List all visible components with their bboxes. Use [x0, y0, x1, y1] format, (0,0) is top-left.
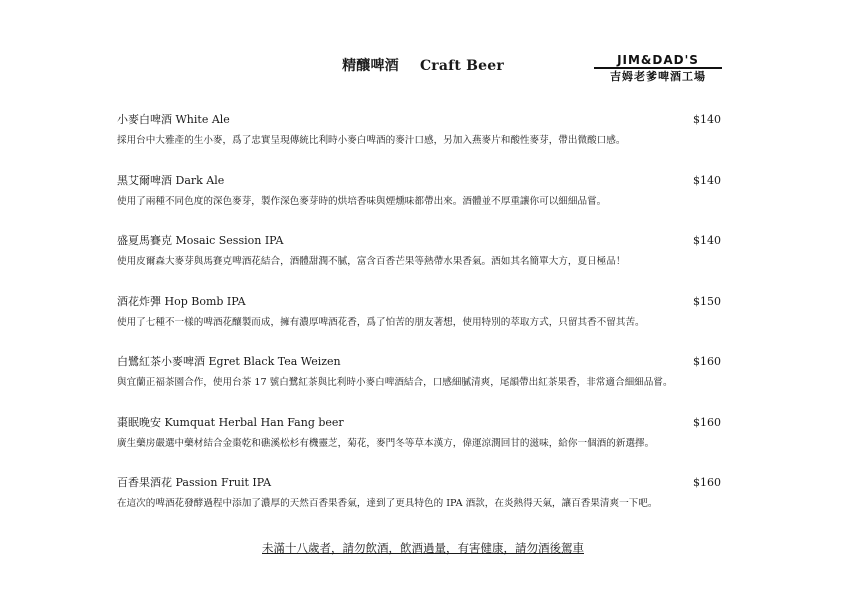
- menu-item-price: $150: [693, 294, 721, 308]
- menu-item-name: 白鷺紅茶小麥啤酒 Egret Black Tea Weizen: [117, 355, 341, 368]
- alcohol-warning: 未滿十八歲者，請勿飲酒，飲酒過量，有害健康，請勿酒後駕車: [262, 541, 584, 555]
- beer-menu: [117, 112, 729, 536]
- menu-item-name: 黑艾爾啤酒 Dark Ale: [117, 173, 225, 187]
- menu-item-price: $140: [693, 173, 721, 187]
- menu-item-name: 酒花炸彈 Hop Bomb IPA: [117, 294, 246, 308]
- menu-item-description: 在這次的啤酒花發酵過程中添加了濃厚的天然百香果香氣，達到了更具特色的 IPA 酒款，在炎熱得天氣，讓百香果清爽一下吧。: [117, 498, 658, 509]
- menu-item-description: 使用了七種不一樣的啤酒花釀製而成，擁有濃厚啤酒花香，爲了怕苦的朋友著想，使用特別的萃取方式，只留其香不留其苦。: [117, 316, 645, 328]
- menu-item-name: 小麥白啤酒 White Ale: [117, 113, 230, 126]
- menu-item: [117, 173, 729, 234]
- menu-item: [117, 112, 729, 173]
- menu-item-description: 與宜蘭正福茶園合作，使用台茶 17 號白鷺紅茶與比利時小麥白啤酒結合，口感細膩清爽，尾韻帶出紅茶果香，非常適合細細品嘗。: [117, 377, 673, 388]
- menu-item-name: 盛夏馬賽克 Mosaic Session IPA: [117, 234, 284, 247]
- menu-item: [117, 354, 729, 415]
- menu-item-price: $160: [693, 476, 721, 489]
- menu-item: [117, 233, 729, 294]
- menu-item-price: $160: [693, 355, 721, 368]
- menu-item: [117, 415, 729, 476]
- page-title-en: Craft Beer: [419, 58, 504, 74]
- menu-item-name: 百香果酒花 Passion Fruit IPA: [117, 476, 272, 489]
- page-title-zh: 精釀啤酒: [342, 58, 399, 74]
- menu-item: [117, 294, 729, 355]
- menu-item-price: $140: [693, 234, 721, 247]
- menu-item-price: $140: [693, 113, 721, 126]
- brand-logo: [592, 54, 724, 84]
- brand-logo-en: JIM&DAD'S: [617, 53, 699, 67]
- menu-item-description: 使用皮爾森大麥芽與馬賽克啤酒花結合，酒體甜潤不膩，富含百香芒果等熱帶水果香氣。酒如其名簡單大方，夏日極品！: [117, 256, 626, 267]
- menu-item: [117, 475, 729, 536]
- menu-item-description: 使用了兩種不同色度的深色麥芽，製作深色麥芽時的烘培香味與煙燻味都帶出來。酒體並不厚重讓你可以細細品嘗。: [117, 195, 607, 207]
- menu-item-description: 採用台中大雅產的生小麥，爲了忠實呈現傳統比利時小麥白啤酒的麥汁口感，另加入燕麥片和酸性麥芽，帶出微酸口感。: [117, 135, 626, 146]
- menu-item-name: 棗眠晚安 Kumquat Herbal Han Fang beer: [117, 415, 344, 429]
- menu-item-description: 廣生藥房嚴選中藥材結合金棗乾和礁溪松杉有機靈芝，菊花，麥門冬等草本漢方，偉運涼潤回甘的滋味，給你一個酒的新選擇。: [117, 437, 655, 449]
- brand-logo-zh: 吉姆老爹啤酒工場: [610, 70, 706, 83]
- brand-logo-rule: [594, 67, 722, 69]
- menu-item-price: $160: [693, 415, 721, 429]
